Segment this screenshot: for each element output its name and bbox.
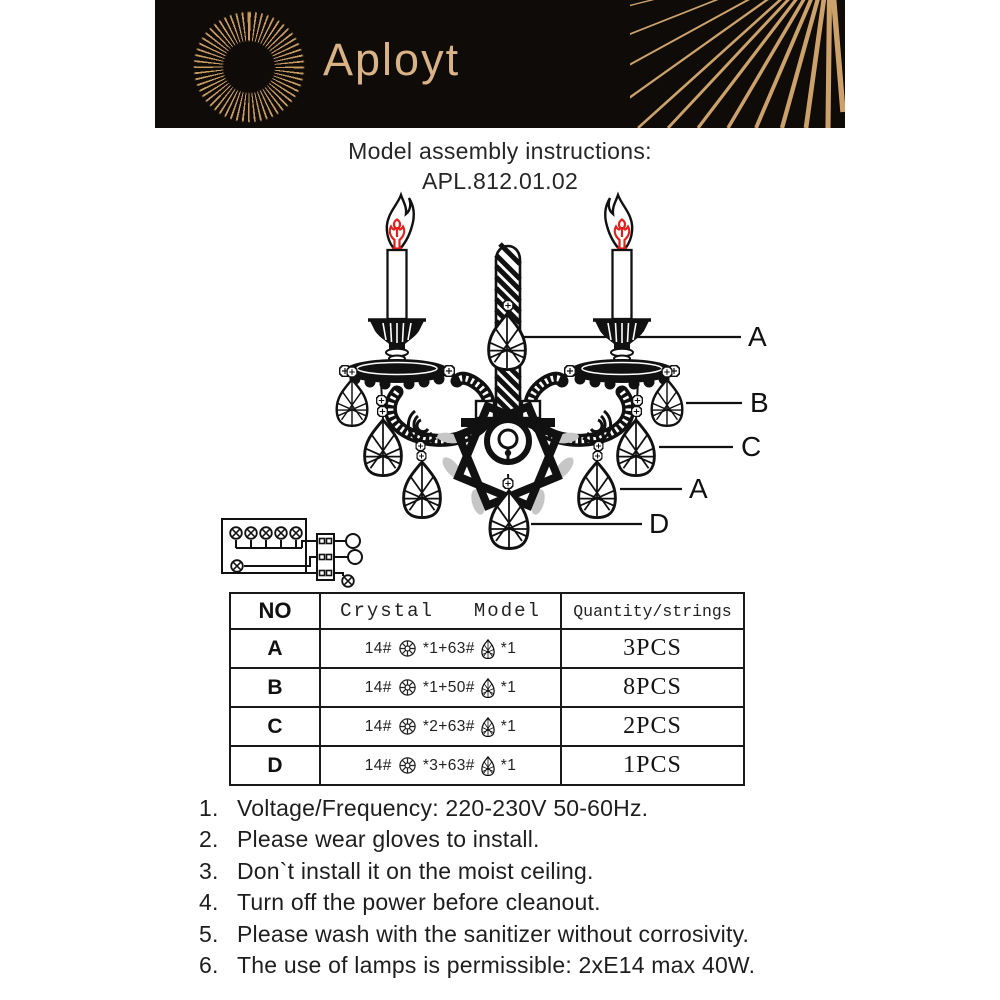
instructions-list (199, 795, 859, 983)
teardrop-crystal-icon (481, 717, 495, 737)
crystal-formula: 14# *1+50# *1 (364, 678, 517, 696)
diagram-label-c: C (741, 431, 762, 462)
table-row: A 14# *1+63# *1 3PCS (230, 629, 744, 668)
quantity-value: 1PCS (623, 752, 682, 778)
bulb-symbol (245, 527, 257, 539)
model-number: APL.812.01.02 (421, 168, 579, 194)
diagram-label-a-top: A (748, 321, 767, 352)
crystal-parts-table (229, 592, 745, 786)
page-title: Model assembly instructions: (348, 138, 652, 164)
brand-name: Aployt (323, 34, 461, 85)
rosette-crystal-icon (398, 678, 417, 697)
header-no: NO (258, 598, 292, 623)
table-row: B 14# *1+50# *1 8PCS (230, 668, 744, 707)
teardrop-crystal-icon (481, 756, 495, 776)
list-item: 1. Voltage/Frequency: 220-230V 50-60Hz. (199, 795, 649, 821)
list-item: 6. The use of lamps is permissible: 2xE14 max 40W. (199, 951, 756, 978)
candle-sleeve (388, 250, 407, 319)
diagram-labels (649, 321, 769, 539)
center-bead (503, 300, 513, 310)
crystal-formula: 14# *3+63# *1 (364, 756, 517, 774)
header-quantity: Quantity/strings (573, 601, 732, 621)
rosette-crystal-icon (398, 717, 417, 736)
rosette-crystal-icon (398, 639, 417, 658)
bulb-symbol (260, 527, 272, 539)
bulb-symbol (342, 575, 354, 587)
left-arm-assembly (337, 195, 490, 518)
bulb-symbol (290, 527, 302, 539)
list-item: 4. Turn off the power before cleanout. (199, 889, 601, 916)
bulb-symbol (275, 527, 287, 539)
crystal-formula: 14# *2+63# *1 (364, 717, 517, 735)
rosette-crystal-icon (398, 756, 417, 775)
bulb-symbol (231, 560, 243, 572)
list-item: 5. Please wash with the sanitizer without corrosivity. (199, 920, 750, 947)
list-item: 3. Don`t install it on the moist ceiling. (199, 857, 594, 884)
bulb-symbol (230, 527, 242, 539)
header-crystal-model: Crystal Model (340, 600, 541, 622)
crystal-formula: 14# *1+63# *1 (364, 639, 517, 657)
table-header-row (230, 593, 744, 629)
teardrop-crystal-icon (481, 678, 495, 698)
table-row: C 14# *2+63# *1 2PCS (230, 707, 744, 746)
diagram-label-a-bottom: A (689, 473, 708, 504)
list-item: 2. Please wear gloves to install. (199, 826, 540, 853)
table-row: D 14# *3+63# *1 1PCS (230, 746, 744, 785)
quantity-value: 3PCS (623, 635, 682, 661)
quantity-value: 2PCS (623, 713, 682, 739)
diagram-label-b: B (750, 387, 769, 418)
teardrop-crystal-icon (481, 639, 495, 659)
diagram-label-d: D (649, 508, 670, 539)
quantity-value: 8PCS (623, 674, 682, 700)
